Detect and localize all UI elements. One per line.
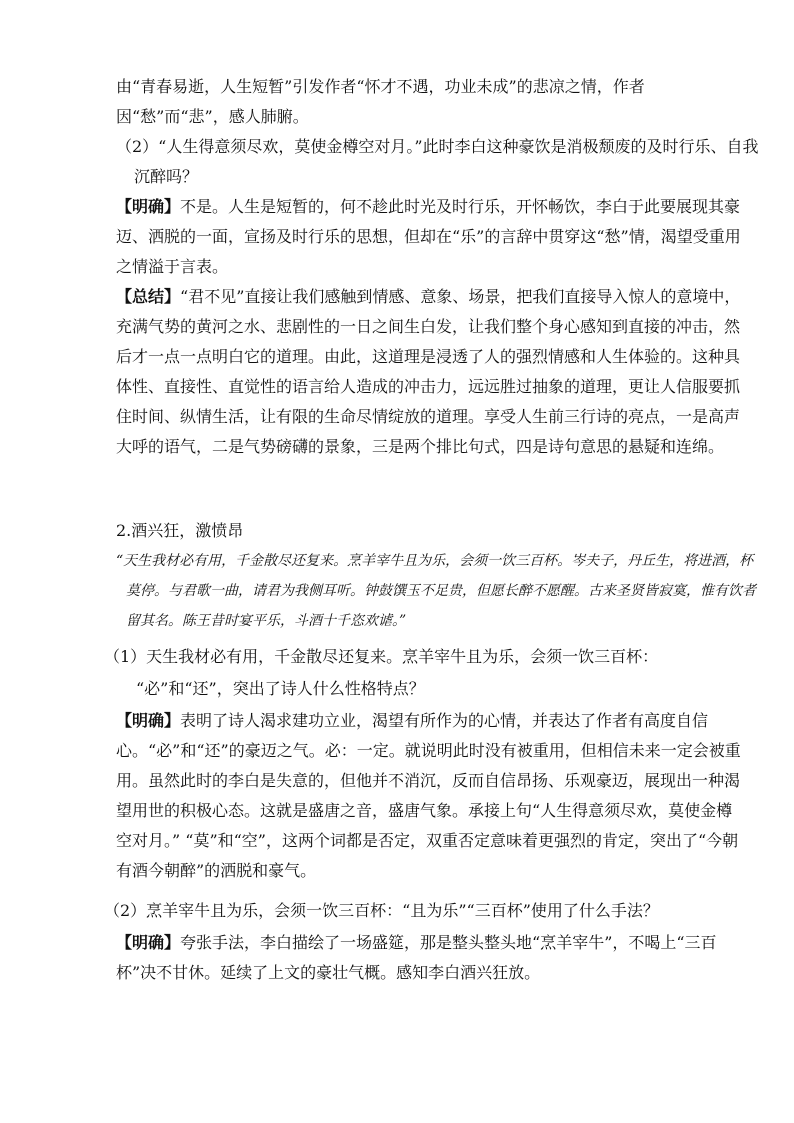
answer-text: 夸张手法，李白描绘了一场盛筵，那是整头整头地“烹羊宰牛”，不喝上“三百杯”决不甘休。延续了上文的豪壮气概。感知李白酒兴狂放。 <box>116 933 717 982</box>
poem-excerpt: “天生我材必有用，千金散尽还复来。烹羊宰牛且为乐，会须一饮三百杯。岑夫子，丹丘生，将进酒，杯莫停。与君歌一曲，请君为我侧耳听。钟鼓馔玉不足贵，但愿长醉不愿醒。古来圣贤皆寂寞，惟有饮者留其名。陈王昔时宴平乐，斗酒十千恣欢谑。” <box>116 553 756 629</box>
question-3: （1）天生我材必有用，千金散尽还复来。烹羊宰牛且为乐，会须一饮三百杯： <box>104 647 659 666</box>
paragraph-intro: 由“青春易逝，人生短暂”引发作者“怀才不遇，功业未成”的悲凉之情，作者因“愁”而“悲”，感人肺腑。 <box>116 77 645 126</box>
question-3-sub: “必”和“还”，突出了诗人什么性格特点？ <box>136 679 425 698</box>
answer-tag: 【明确】 <box>116 711 181 730</box>
answer-text: 不是。人生是短暂的，何不趁此时光及时行乐，开怀畅饮，李白于此要展现其豪迈、洒脱的一面，宣扬及时行乐的思想，但却在“乐”的言辞中贯穿这“愁”情，渴望受重用之情溢于言表。 <box>116 197 741 276</box>
answer-2 <box>116 192 746 282</box>
answer-4 <box>116 928 746 988</box>
summary-text: “君不见”直接让我们感触到情感、意象、场景，把我们直接导入惊人的意境中，充满气势的黄河之水、悲剧性的一日之间生白发，让我们整个身心感知到直接的冲击，然后才一点一点明白它的道理。由此，这道理是浸透了人的强烈情感和人生体验的。这种具体性、直接性、直觉性的语言给人造成的冲击力，远远胜过抽象的道理，更让人信服要抓住时间、纵情生活，让有限的生命尽情绽放的道理。享受人生前三行诗的亮点，一是高声大呼的语气，二是气势磅礴的景象，三是两个排比句式，四是诗句意思的悬疑和连绵。 <box>116 287 741 456</box>
answer-3 <box>116 706 746 886</box>
section-heading: 2.酒兴狂，激愤昂 <box>116 521 244 540</box>
answer-tag: 【明确】 <box>116 933 181 952</box>
answer-tag: 【明确】 <box>116 197 181 216</box>
answer-text: 表明了诗人渴求建功立业，渴望有所作为的心情，并表达了作者有高度自信心。“必”和“还”的豪迈之气。必：一定。就说明此时没有被重用，但相信未来一定会被重用。虽然此时的李白是失意的，但他并不消沉，反而自信昂扬、乐观豪迈，展现出一种渴望用世的积极心态。这就是盛唐之音，盛唐气象。承接上句“人生得意须尽欢，莫使金樽空对月。” “莫”和“空”，这两个词都是否定，双重否定意味着更强烈的肯定，突出了“今朝有酒今朝醉”的洒脱和豪气。 <box>116 711 741 880</box>
question-4: （2）烹羊宰牛且为乐，会须一饮三百杯：“且为乐”“三百杯”使用了什么手法？ <box>104 901 659 920</box>
question-2: （2）“人生得意须尽欢，莫使金樽空对月。”此时李白这种豪饮是消极颓废的及时行乐、自我沉醉吗？ <box>116 137 759 186</box>
summary <box>116 282 746 462</box>
summary-tag: 【总结】 <box>116 287 181 306</box>
